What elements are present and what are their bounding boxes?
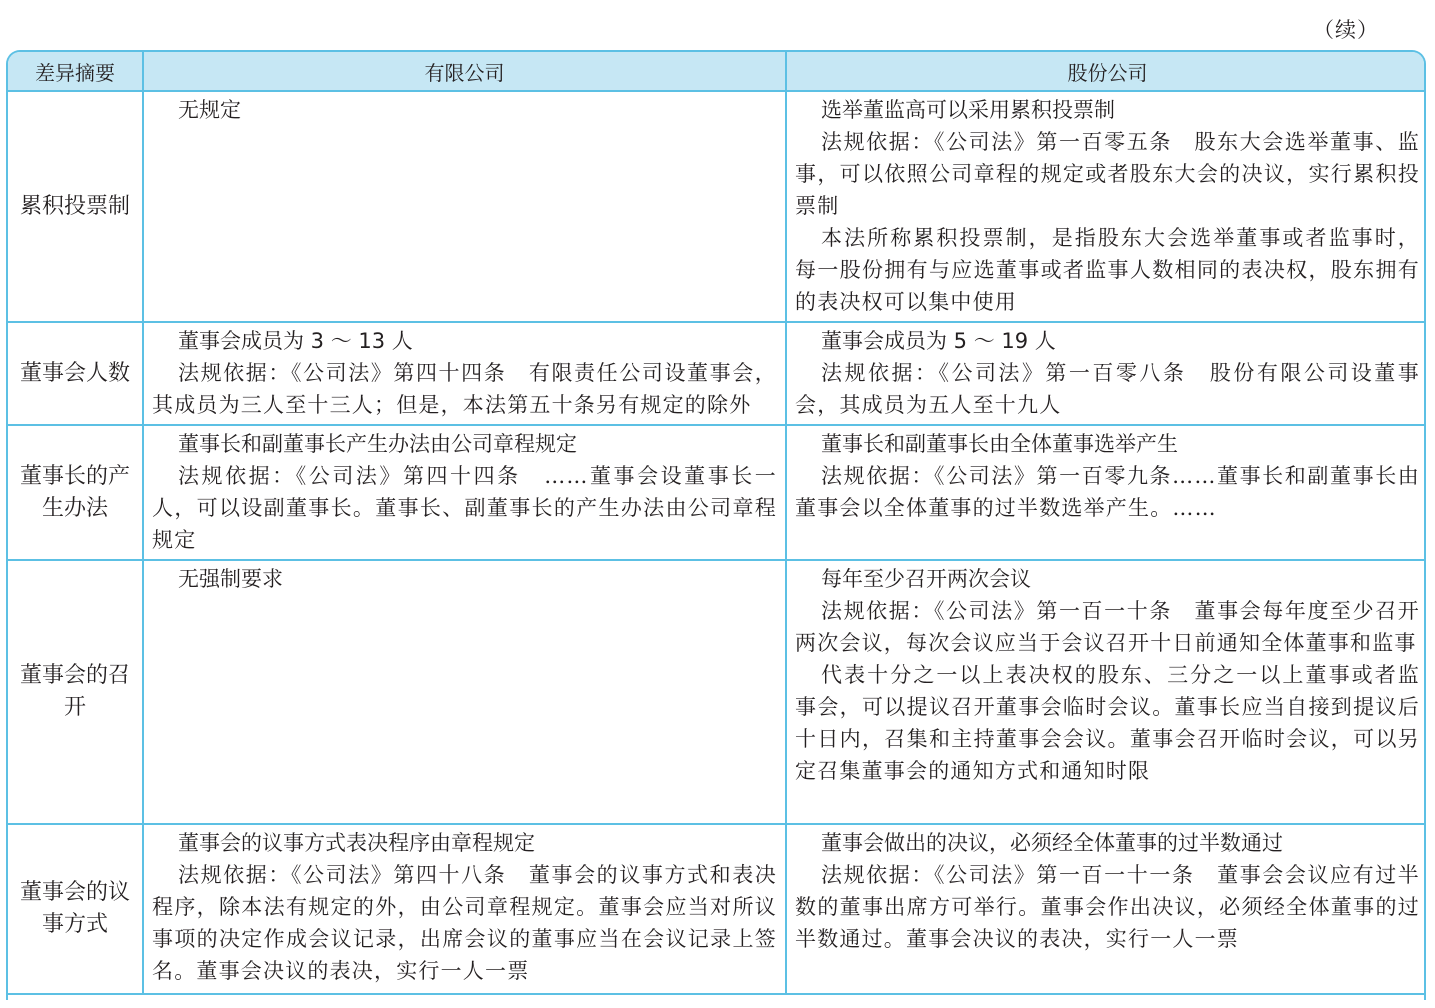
header-joint-stock-company: 股份公司 [786, 52, 1426, 91]
joint-cell [786, 322, 1426, 425]
limited-heading: 无规定 [178, 98, 241, 122]
limited-paragraph: 法规依据：《公司法》第四十八条 董事会的议事方式和表决程序，除本法有规定的外，由公司章程规定。董事会应当对所议事项的决定作成会议记录，出席会议的董事应当在会议记录上签名。董事会决议的表决，实行一人一票 [152, 863, 777, 983]
header-limited-company: 有限公司 [143, 52, 786, 91]
row-key: 累积投票制 [8, 91, 143, 322]
limited-heading: 董事会的议事方式表决程序由章程规定 [178, 831, 535, 855]
continued-label: （续） [1313, 18, 1379, 42]
joint-heading: 选举董监高可以采用累积投票制 [821, 98, 1115, 122]
table-row [8, 322, 1426, 425]
joint-paragraph: 法规依据：《公司法》第一百零九条……董事长和副董事长由董事会以全体董事的过半数选举产生。…… [795, 464, 1420, 520]
limited-cell [143, 91, 786, 322]
limited-paragraph: 法规依据：《公司法》第四十四条 ……董事会设董事长一人，可以设副董事长。董事长、副董事长的产生办法由公司章程规定 [152, 464, 777, 552]
row-key: 董事长的产生办法 [8, 425, 143, 560]
row-key: 董事会的召开 [8, 560, 143, 824]
comparison-table-frame [6, 50, 1426, 1000]
limited-heading: 无强制要求 [178, 567, 283, 591]
joint-cell [786, 425, 1426, 560]
table-row [8, 91, 1426, 322]
joint-paragraph: 法规依据：《公司法》第一百一十条 董事会每年度至少召开两次会议，每次会议应当于会议召开十日前通知全体董事和监事 [795, 599, 1420, 655]
joint-cell [786, 91, 1426, 322]
joint-cell [786, 560, 1426, 824]
table-header-row [8, 52, 1426, 91]
limited-heading: 董事会成员为 3 ～ 13 人 [178, 329, 413, 353]
joint-cell [786, 824, 1426, 994]
joint-paragraph: 法规依据：《公司法》第一百一十一条 董事会会议应有过半数的董事出席方可举行。董事会作出决议，必须经全体董事的过半数通过。董事会决议的表决，实行一人一票 [795, 863, 1420, 951]
joint-paragraph: 法规依据：《公司法》第一百零五条 股东大会选举董事、监事，可以依照公司章程的规定或者股东大会的决议，实行累积投票制 [795, 130, 1420, 218]
joint-heading: 董事会成员为 5 ～ 19 人 [821, 329, 1056, 353]
comparison-table [8, 52, 1426, 995]
row-key: 董事会的议事方式 [8, 824, 143, 994]
table-row [8, 824, 1426, 994]
header-difference-summary: 差异摘要 [8, 52, 143, 91]
joint-paragraph: 本法所称累积投票制，是指股东大会选举董事或者监事时，每一股份拥有与应选董事或者监事人数相同的表决权，股东拥有的表决权可以集中使用 [795, 226, 1420, 314]
joint-paragraph: 法规依据：《公司法》第一百零八条 股份有限公司设董事会，其成员为五人至十九人 [795, 361, 1420, 417]
table-row [8, 560, 1426, 824]
limited-cell [143, 425, 786, 560]
row-key: 董事会人数 [8, 322, 143, 425]
table-row [8, 425, 1426, 560]
limited-cell [143, 560, 786, 824]
limited-paragraph: 法规依据：《公司法》第四十四条 有限责任公司设董事会，其成员为三人至十三人；但是，本法第五十条另有规定的除外 [152, 361, 777, 417]
joint-heading: 每年至少召开两次会议 [821, 567, 1031, 591]
joint-heading: 董事长和副董事长由全体董事选举产生 [821, 432, 1178, 456]
limited-cell [143, 322, 786, 425]
limited-cell [143, 824, 786, 994]
joint-paragraph: 代表十分之一以上表决权的股东、三分之一以上董事或者监事会，可以提议召开董事会临时会议。董事长应当自接到提议后十日内，召集和主持董事会会议。董事会召开临时会议，可以另定召集董事会的通知方式和通知时限 [795, 663, 1420, 783]
joint-heading: 董事会做出的决议，必须经全体董事的过半数通过 [821, 831, 1283, 855]
limited-heading: 董事长和副董事长产生办法由公司章程规定 [178, 432, 577, 456]
